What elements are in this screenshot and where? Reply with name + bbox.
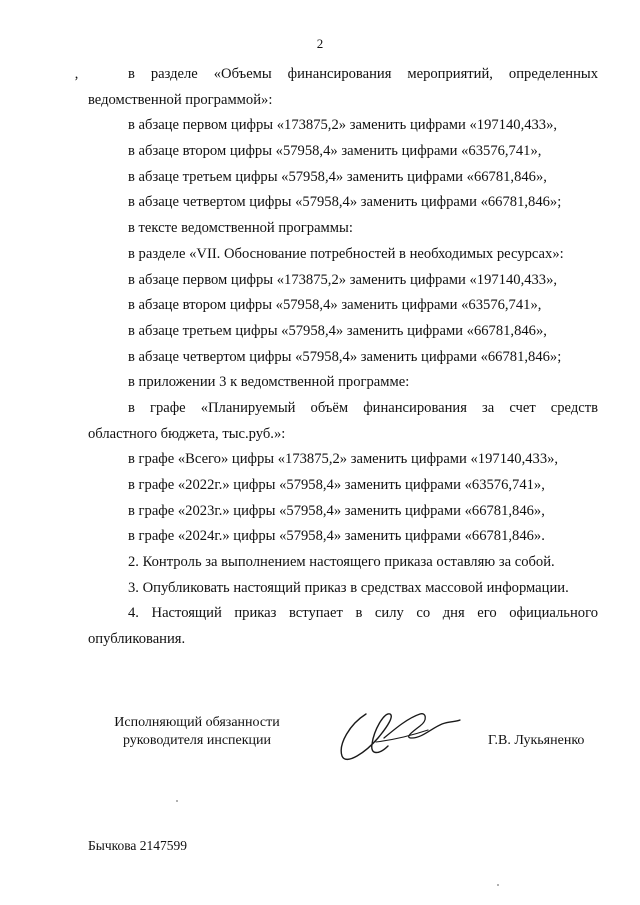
text-line: в графе «Планируемый объём финансирования за счет средств — [128, 399, 598, 416]
text-line: в абзаце втором цифры «57958,4» заменить цифрами «63576,741», — [128, 143, 542, 160]
text-line: в абзаце втором цифры «57958,4» заменить цифрами «63576,741», — [128, 297, 542, 314]
signatory-title-line-2: руководителя инспекции — [122, 733, 272, 748]
text-line: опубликования. — [88, 631, 186, 648]
executor-contact: Бычкова 2147599 — [88, 838, 188, 853]
text-line: в графе «Всего» цифры «173875,2» заменить цифрами «197140,433», — [128, 451, 559, 468]
text-line: в графе «2022г.» цифры «57958,4» заменить цифрами «63576,741», — [128, 477, 545, 493]
text-line: областного бюджета, тыс.руб.»: — [88, 425, 286, 442]
text-line: в тексте ведомственной программы: — [128, 220, 353, 237]
scan-speck — [497, 884, 499, 886]
text-line: в абзаце третьем цифры «57958,4» заменить цифрами «66781,846», — [128, 322, 547, 339]
text-line: 3. Опубликовать настоящий приказ в средствах массовой информации. — [128, 579, 569, 596]
signatory-name: Г.В. Лукьяненко — [488, 733, 585, 748]
text-line: в разделе «VII. Обоснование потребностей в необходимых ресурсах»: — [128, 245, 564, 262]
text-line: в абзаце четвертом цифры «57958,4» заменить цифрами «66781,846»; — [128, 348, 562, 365]
text-line: в приложении 3 к ведомственной программе: — [128, 374, 410, 391]
page-number: 2 — [316, 36, 324, 51]
document-body — [74, 62, 598, 653]
text-line: в графе «2023г.» цифры «57958,4» заменить цифрами «66781,846», — [128, 502, 545, 519]
text-line: 4. Настоящий приказ вступает в силу со дня его официального — [128, 605, 598, 622]
text-line: 2. Контроль за выполнением настоящего приказа оставляю за собой. — [128, 554, 555, 571]
scan-speck — [176, 800, 178, 802]
text-line: в разделе «Объемы финансирования мероприятий, определенных — [128, 66, 598, 82]
text-line: ведомственной программой»: — [88, 91, 273, 108]
text-line: в графе «2024г.» цифры «57958,4» заменить цифрами «66781,846». — [128, 528, 545, 545]
scan-mark: ‚ — [74, 66, 79, 82]
handwritten-signature — [332, 704, 462, 766]
text-line: в абзаце третьем цифры «57958,4» заменить цифрами «66781,846», — [128, 168, 547, 185]
signatory-title — [92, 714, 302, 750]
text-line: в абзаце четвертом цифры «57958,4» заменить цифрами «66781,846»; — [128, 194, 562, 211]
signatory-title-line-1: Исполняющий обязанности — [114, 715, 280, 730]
text-line: в абзаце первом цифры «173875,2» заменить цифрами «197140,433», — [128, 117, 558, 134]
text-line: в абзаце первом цифры «173875,2» заменить цифрами «197140,433», — [128, 271, 558, 288]
